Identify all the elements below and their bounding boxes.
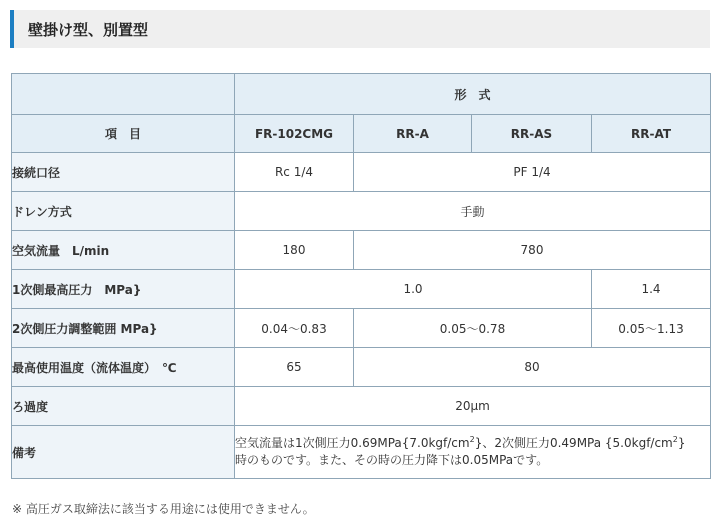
table-row [12,231,711,270]
model-group-header: 形 式 [235,74,711,115]
table-row [12,153,711,192]
row-label-temperature: 最高使用温度（流体温度） ℃ [12,348,235,387]
item-header: 項 目 [12,115,235,153]
port-fr: Rc 1/4 [235,153,354,192]
inlet-pressure-main: 1.0 [235,270,592,309]
model-header-rras: RR-AS [472,115,592,153]
remarks-line2: 時のものです。また、その時の圧力降下は0.05MPaです。 [235,453,549,467]
model-header-rrat: RR-AT [592,115,711,153]
port-rr: PF 1/4 [354,153,711,192]
temperature-rr: 80 [354,348,711,387]
remarks-sup2: 2 [672,435,678,444]
model-header-fr102cmg: FR-102CMG [235,115,354,153]
footnote: ※ 高圧ガス取締法に該当する用途には使用できません。 [12,502,315,516]
remarks-line1-c: } [677,436,686,450]
table-row [12,192,711,231]
section-title: 壁掛け型、別置型 [28,21,149,39]
remarks-text [235,426,711,479]
row-label-filtration: ろ過度 [12,387,235,426]
table-row [12,74,711,115]
outlet-range-fr: 0.04～0.83 [235,309,354,348]
row-label-port: 接続口径 [12,153,235,192]
flow-fr: 180 [235,231,354,270]
row-label-flow: 空気流量 L/min [12,231,235,270]
table-row [12,387,711,426]
outlet-range-rra-rras: 0.05～0.78 [354,309,592,348]
outlet-range-rrat: 0.05～1.13 [592,309,711,348]
row-label-drain: ドレン方式 [12,192,235,231]
table-row [12,348,711,387]
inlet-pressure-rrat: 1.4 [592,270,711,309]
table-row [12,115,711,153]
table-row [12,270,711,309]
filtration-all: 20μm [235,387,711,426]
flow-rr: 780 [354,231,711,270]
remarks-line1-b: }、2次側圧力0.49MPa {5.0kgf/cm [474,436,673,450]
row-label-remarks: 備考 [12,426,235,479]
model-header-rra: RR-A [354,115,472,153]
table-row [12,309,711,348]
temperature-fr: 65 [235,348,354,387]
remarks-sup1: 2 [469,435,475,444]
spec-table [11,73,711,479]
row-label-inlet-pressure: 1次側最高圧力 MPa} [12,270,235,309]
table-row [12,426,711,479]
remarks-line1-a: 空気流量は1次側圧力0.69MPa{7.0kgf/cm [235,436,470,450]
drain-all: 手動 [235,192,711,231]
corner-cell [12,74,235,115]
row-label-outlet-range: 2次側圧力調整範囲 MPa} [12,309,235,348]
section-heading [10,10,710,48]
